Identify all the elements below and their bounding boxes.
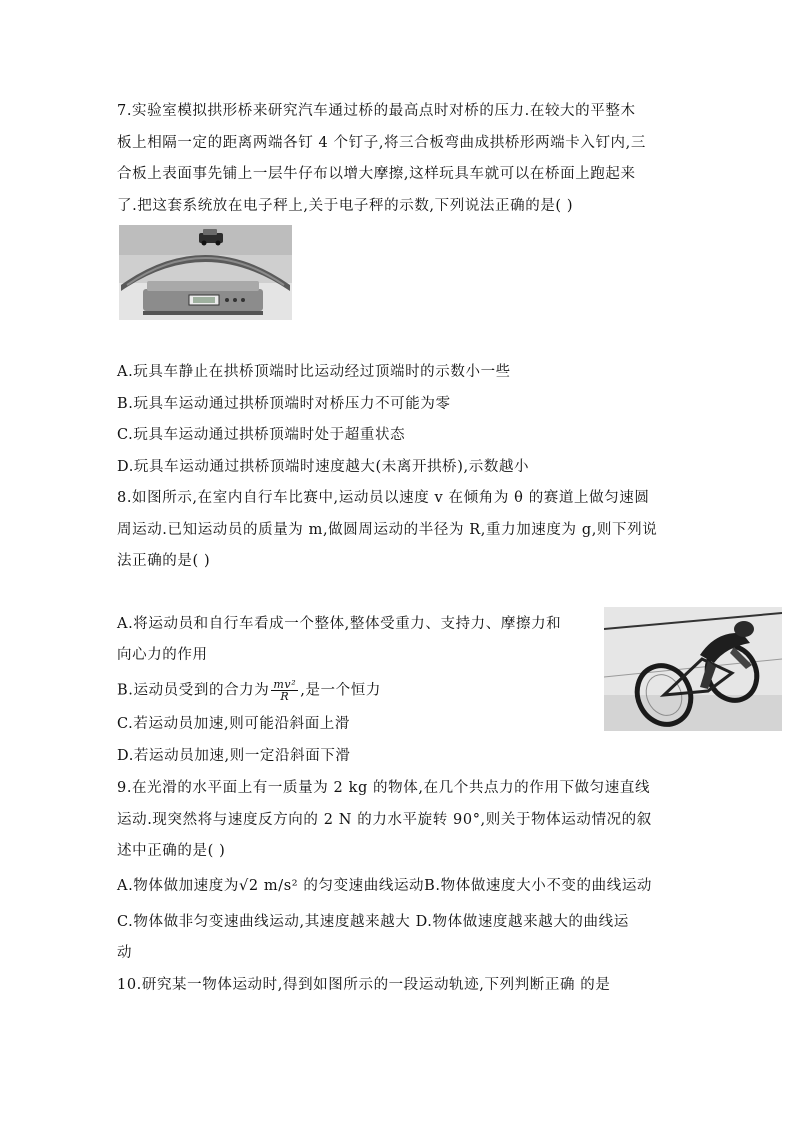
- q8-line-1: 8.如图所示,在室内自行车比赛中,运动员以速度 v 在倾角为 θ 的赛道上做匀速圆: [117, 490, 650, 506]
- q7-option-d: D.玩具车运动通过拱桥顶端时速度越大(未离开拱桥),示数越小: [117, 459, 530, 475]
- q8-option-a-line-1: A.将运动员和自行车看成一个整体,整体受重力、支持力、摩擦力和: [117, 616, 562, 632]
- q9-option-d-wrap: 动: [117, 945, 133, 961]
- arch-bridge-scale-illustration: [119, 225, 292, 320]
- q10-line-1: 10.研究某一物体运动时,得到如图所示的一段运动轨迹,下列判断正确 的是: [117, 977, 611, 993]
- q7-line-3: 合板上表面事先铺上一层牛仔布以增大摩擦,这样玩具车就可以在桥面上跑起来: [117, 166, 636, 182]
- q8-option-c: C.若运动员加速,则可能沿斜面上滑: [117, 716, 350, 732]
- q8-option-d: D.若运动员加速,则一定沿斜面下滑: [117, 748, 351, 764]
- q8-option-b-prefix: B.运动员受到的合力为: [117, 682, 270, 699]
- q7-line-1: 7.实验室模拟拱形桥来研究汽车通过桥的最高点时对桥的压力.在较大的平整木: [117, 103, 636, 119]
- q7-line-4: 了.把这套系统放在电子秤上,关于电子秤的示数,下列说法正确的是( ): [117, 198, 574, 214]
- q8-option-b-fraction: [271, 679, 298, 702]
- fraction-numerator: mv²: [273, 678, 297, 691]
- q8-option-a-line-2: 向心力的作用: [117, 647, 208, 663]
- fraction-denominator: R: [280, 690, 290, 703]
- q7-option-a: A.玩具车静止在拱桥顶端时比运动经过顶端时的示数小一些: [117, 364, 511, 380]
- q9-option-a-sqrt: √2: [238, 878, 259, 894]
- arch-bridge-scale-photo: [119, 225, 292, 320]
- q8-option-b: [117, 679, 381, 702]
- q7-option-c: C.玩具车运动通过拱桥顶端时处于超重状态: [117, 427, 406, 443]
- q8-line-3: 法正确的是( ): [117, 553, 211, 569]
- q7-option-b: B.玩具车运动通过拱桥顶端时对桥压力不可能为零: [117, 396, 451, 412]
- track-cyclist-photo: [604, 607, 782, 731]
- q9-option-a-prefix: A.物体做加速度为: [117, 878, 239, 894]
- track-cyclist-illustration: [604, 607, 782, 731]
- q9-option-a-suffix: m/s² 的匀变速曲线运动B.物体做速度大小不变的曲线运动: [258, 878, 653, 894]
- q7-line-2: 板上相隔一定的距离两端各钉 4 个钉子,将三合板弯曲成拱桥形两端卡入钉内,三: [117, 135, 646, 151]
- q9-line-2: 运动.现突然将与速度反方向的 2 N 的力水平旋转 90°,则关于物体运动情况的叙: [117, 812, 652, 828]
- q9-option-c-d: C.物体做非匀变速曲线运动,其速度越来越大 D.物体做速度越来越大的曲线运: [117, 914, 629, 930]
- q8-option-b-suffix: ,是一个恒力: [300, 682, 381, 699]
- q9-option-a-b: [117, 876, 652, 896]
- q9-line-3: 述中正确的是( ): [117, 843, 226, 859]
- q9-line-1: 9.在光滑的水平面上有一质量为 2 kg 的物体,在几个共点力的作用下做匀速直线: [117, 780, 651, 796]
- q8-line-2: 周运动.已知运动员的质量为 m,做圆周运动的半径为 R,重力加速度为 g,则下列说: [117, 522, 658, 538]
